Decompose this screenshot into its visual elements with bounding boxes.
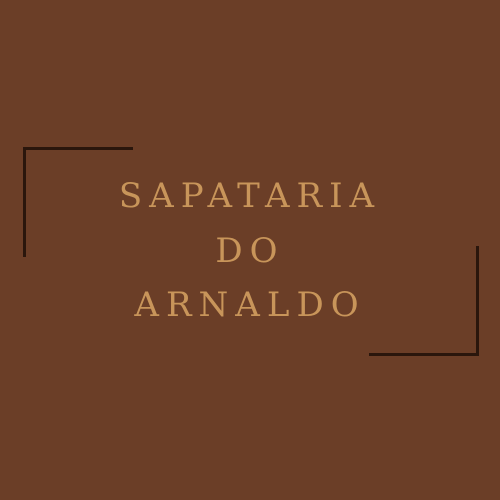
brand-title-line-2: DO (215, 231, 285, 271)
brand-title-line-3: ARNALDO (134, 285, 366, 325)
brand-title-line-1: SAPATARIA (118, 176, 382, 216)
